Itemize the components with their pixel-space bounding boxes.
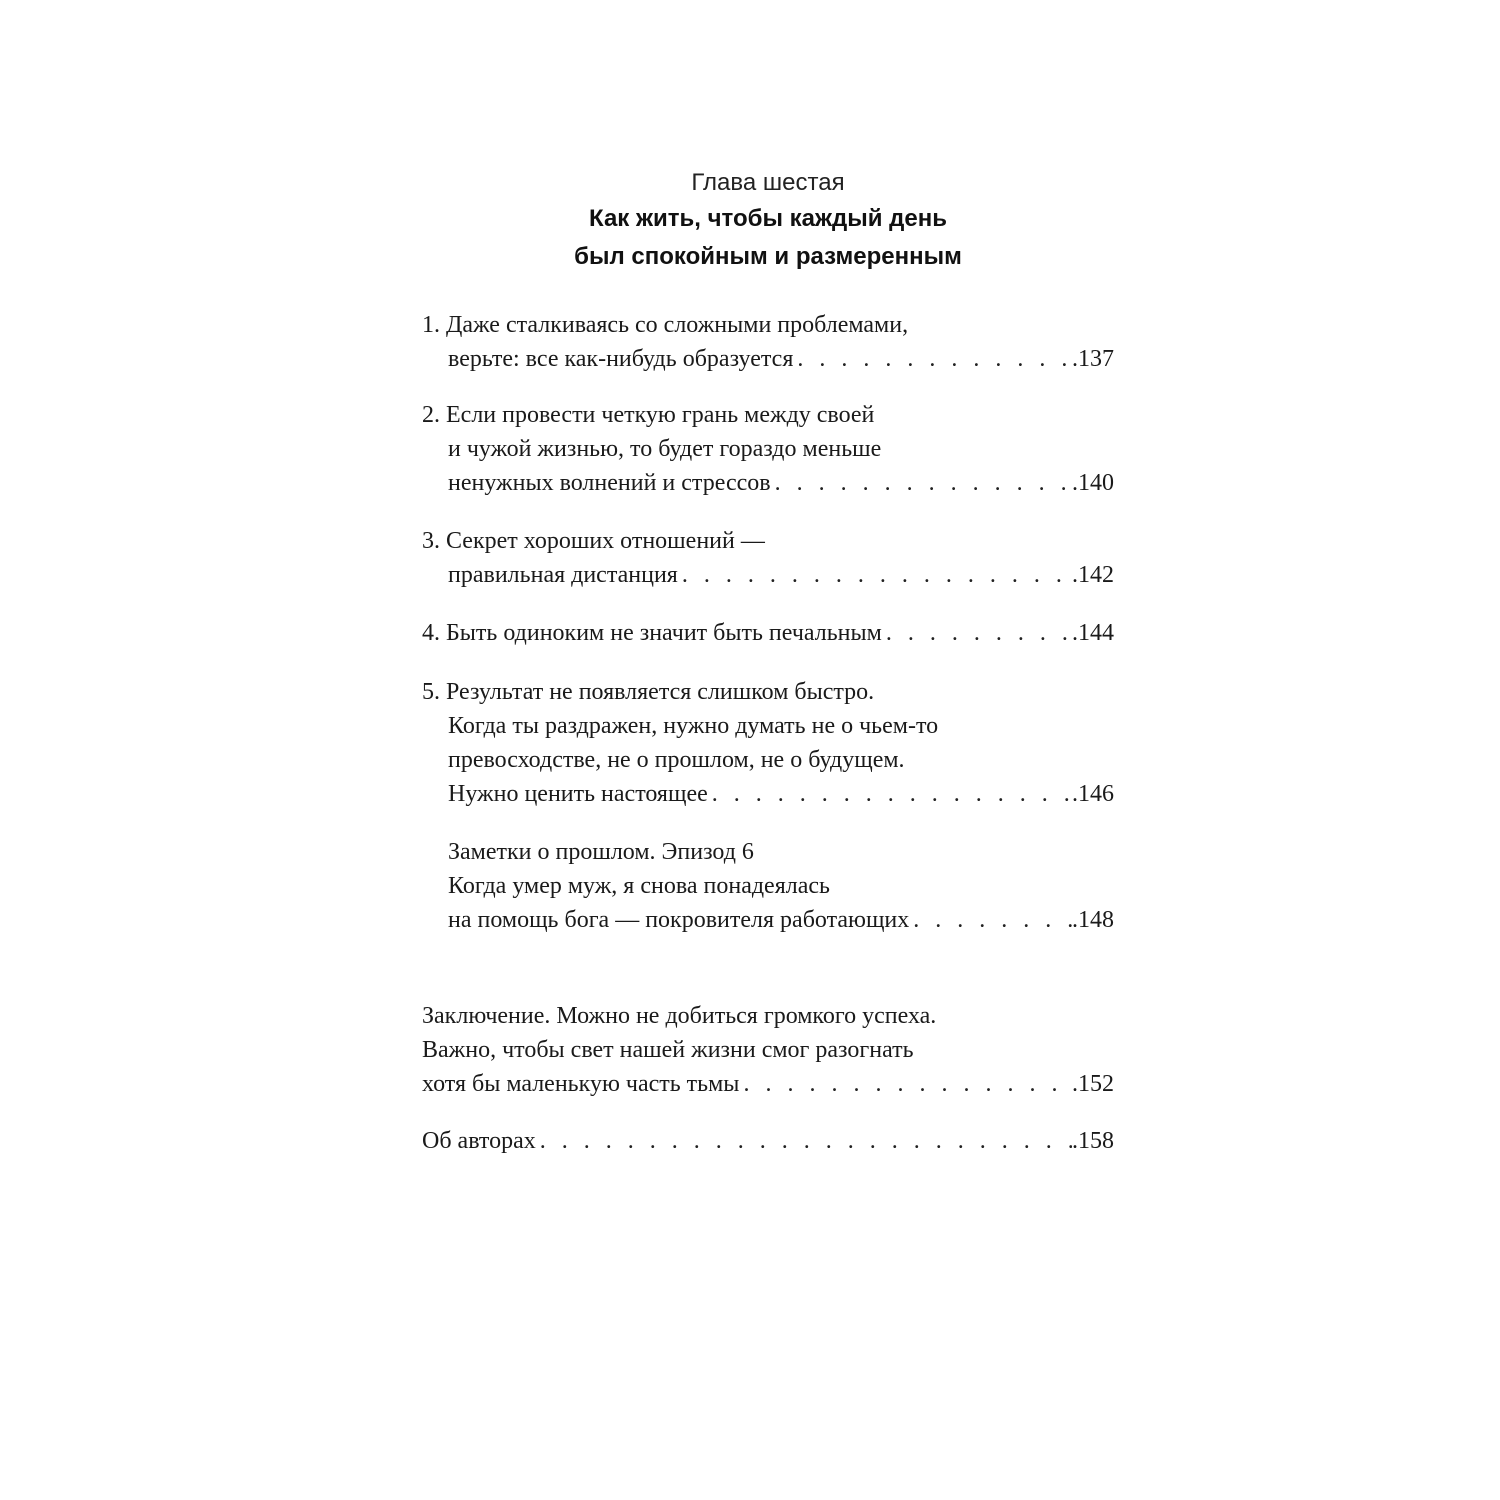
toc-entry-text: Об авторах [422, 1128, 536, 1154]
toc-entry-last-line [422, 1067, 1114, 1101]
toc-entry-line: Когда умер муж, я снова понадеялась [448, 873, 830, 899]
dot-leader [536, 1124, 1072, 1158]
dot-leader [739, 1067, 1072, 1101]
toc-entry-last-line [422, 777, 1114, 811]
toc-entry-text: хотя бы маленькую часть тьмы [422, 1071, 740, 1097]
toc-entry-line: Заметки о прошлом. Эпизод 6 [448, 839, 754, 865]
toc-entry-last-line [422, 466, 1114, 500]
toc-entry[interactable] [422, 524, 1114, 592]
dot-leader [882, 616, 1072, 650]
toc-page-number: .146 [1072, 781, 1114, 807]
dot-leader [678, 558, 1072, 592]
toc-entry-line: 1. Даже сталкиваясь со сложными проблемами, [422, 312, 909, 338]
toc-entry-last-line [422, 1124, 1114, 1158]
toc-page-number: .137 [1072, 346, 1114, 372]
toc-page-number: .152 [1072, 1071, 1114, 1097]
toc-entry[interactable] [422, 398, 1114, 500]
dot-leader [793, 342, 1072, 376]
toc-entry-line: и чужой жизнью, то будет гораздо меньше [448, 436, 882, 462]
toc-entry[interactable] [422, 835, 1114, 937]
dot-leader [909, 903, 1072, 937]
toc-entry-line: 2. Если провести четкую грань между своей [422, 402, 875, 428]
toc-entry-line: Заключение. Можно не добиться громкого успеха. [422, 1003, 937, 1029]
chapter-title [0, 200, 1500, 276]
toc-page-number: .142 [1072, 562, 1114, 588]
toc-entry-last-line [422, 903, 1114, 937]
chapter-title-line: Как жить, чтобы каждый день [589, 205, 947, 232]
chapter-label: Глава шестая [691, 169, 845, 196]
toc-entry-line: Важно, чтобы свет нашей жизни смог разогнать [422, 1037, 914, 1063]
toc-entry-line: 3. Секрет хороших отношений — [422, 528, 765, 554]
toc-entry-last-line [422, 342, 1114, 376]
dot-leader [708, 777, 1072, 811]
toc-page-number: .140 [1072, 470, 1114, 496]
toc-entry-line: 5. Результат не появляется слишком быстро. [422, 679, 875, 705]
toc-entry-text: 4. Быть одиноким не значит быть печальным [422, 620, 882, 646]
toc-entry-text: верьте: все как-нибудь образуется [448, 346, 794, 372]
toc-entry-text: ненужных волнений и стрессов [448, 470, 771, 496]
toc-page-number: .158 [1072, 1128, 1114, 1154]
chapter-title-line: был спокойным и размеренным [574, 243, 962, 270]
toc-entry[interactable] [422, 616, 1114, 650]
toc-page-number: .144 [1072, 620, 1114, 646]
toc-entry-text: на помощь бога — покровителя работающих [448, 907, 910, 933]
toc-entry-text: правильная дистанция [448, 562, 678, 588]
toc-entry-last-line [422, 558, 1114, 592]
dot-leader [771, 466, 1072, 500]
toc-entry-text: Нужно ценить настоящее [448, 781, 708, 807]
toc-entry-line: Когда ты раздражен, нужно думать не о чьем-то [448, 713, 939, 739]
toc-entry[interactable] [422, 308, 1114, 376]
toc-entry-last-line [422, 616, 1114, 650]
toc-page-number: .148 [1072, 907, 1114, 933]
toc-entry[interactable] [422, 999, 1114, 1101]
toc-entry[interactable] [422, 675, 1114, 811]
toc-entry[interactable] [422, 1124, 1114, 1158]
toc-entry-line: превосходстве, не о прошлом, не о будущем. [448, 747, 905, 773]
